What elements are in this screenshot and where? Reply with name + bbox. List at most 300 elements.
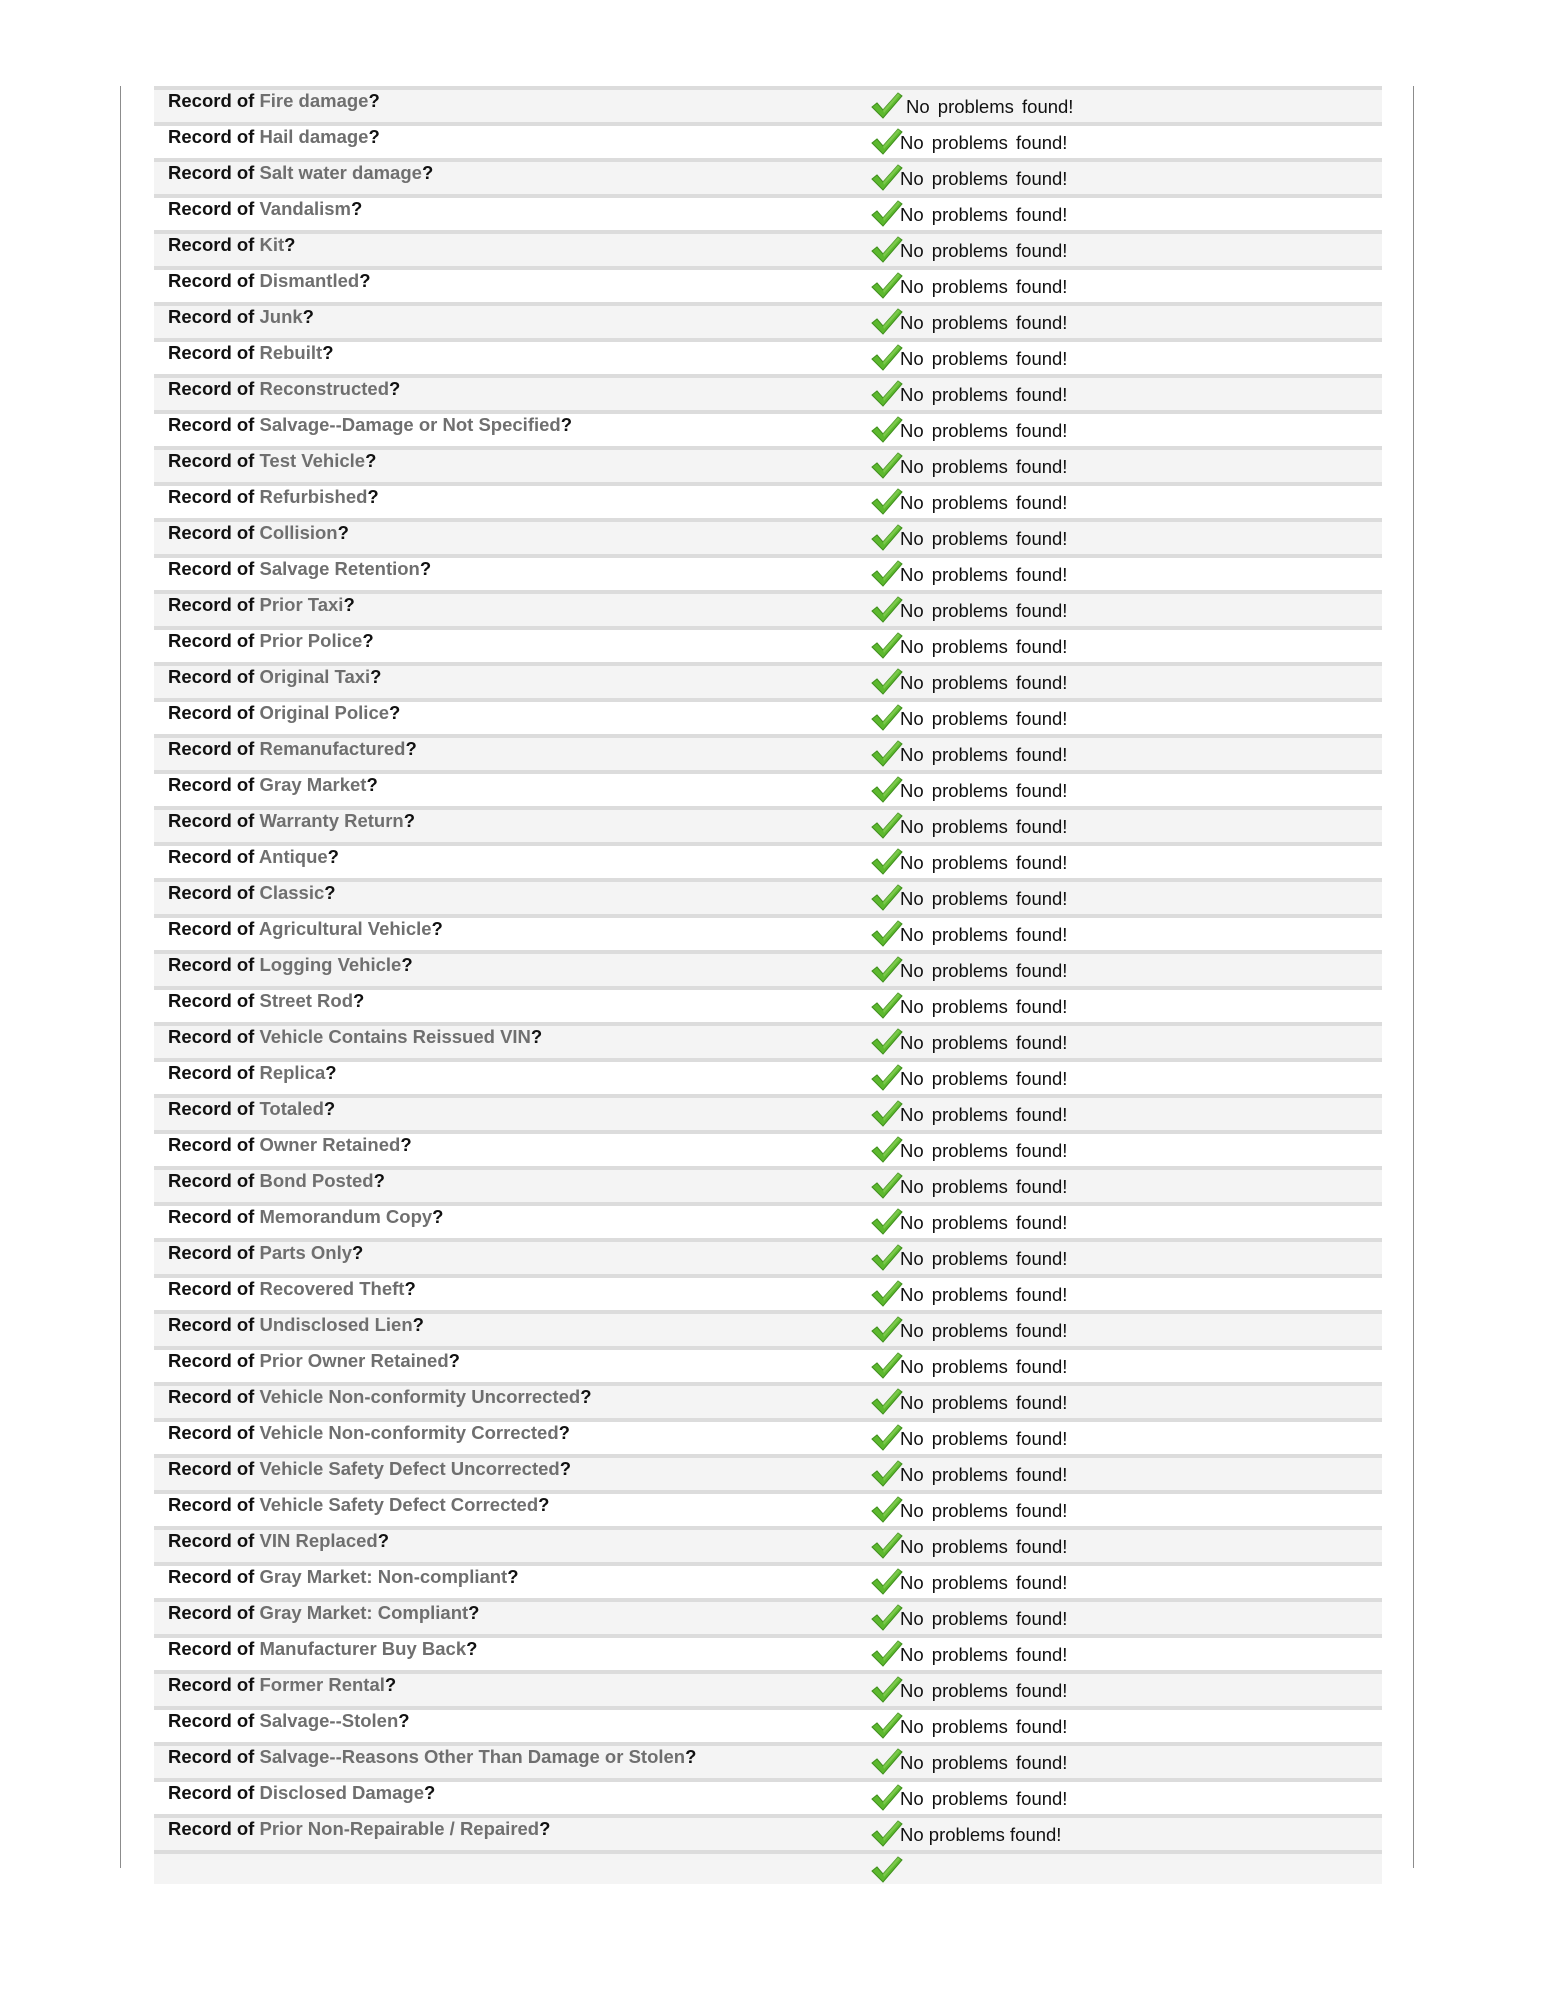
record-status: No problems found! [900,1716,1068,1737]
green-check-icon [870,486,904,516]
record-status: No problems found! [900,1320,1068,1341]
record-item: Vehicle Contains Reissued VIN [259,1026,531,1047]
record-label [168,1638,477,1660]
green-check-icon [870,774,904,804]
record-prefix: Record of [168,594,255,615]
green-check-icon [870,1134,904,1164]
record-row [154,1278,1382,1314]
record-status: No problems found! [900,600,1068,621]
record-item: Hail damage [259,126,369,147]
record-status: No problems found! [900,1536,1068,1557]
record-suffix: ? [370,666,382,687]
record-item: Totaled [259,1098,324,1119]
record-label [168,1710,410,1732]
record-item: Agricultural Vehicle [258,918,432,939]
record-status: No problems found! [900,1680,1068,1701]
record-suffix: ? [530,1026,543,1047]
record-suffix: ? [685,1746,697,1767]
green-check-icon [870,1674,904,1704]
record-label [168,594,355,616]
record-status: No problems found! [900,888,1068,909]
record-prefix: Record of [168,1278,255,1299]
record-prefix: Record of [168,630,255,651]
record-suffix: ? [343,594,355,615]
record-label [168,1242,363,1264]
record-prefix: Record of [168,1314,255,1335]
record-item: Vandalism [259,198,351,219]
record-row [154,1098,1382,1134]
record-prefix: Record of [168,1638,255,1659]
record-label [168,1314,424,1336]
record-status: No problems found! [900,816,1068,837]
record-suffix: ? [322,342,334,363]
record-prefix: Record of [168,738,255,759]
record-status: No problems found! [900,960,1068,981]
green-check-icon [870,1350,904,1380]
record-prefix: Record of [168,666,255,687]
record-suffix: ? [539,1818,551,1839]
record-prefix: Record of [168,414,255,435]
record-item: Memorandum Copy [259,1206,433,1227]
record-row [154,342,1382,378]
record-item: Antique [258,846,328,867]
record-item: VIN Replaced [259,1530,378,1551]
record-label [168,630,374,652]
record-row [154,846,1382,882]
record-item: Warranty Return [259,810,404,831]
record-suffix: ? [398,1710,410,1731]
record-suffix: ? [362,630,374,651]
green-check-icon [870,234,904,264]
record-prefix: Record of [168,1386,255,1407]
record-prefix: Record of [168,558,255,579]
record-status: No problems found! [900,1140,1068,1161]
record-prefix: Record of [168,90,255,111]
record-status: No problems found! [900,1788,1068,1809]
green-check-icon [870,342,904,372]
record-suffix: ? [400,1134,412,1155]
green-check-icon [870,1638,904,1668]
record-prefix: Record of [168,1818,255,1839]
empty-row [154,1854,1382,1884]
record-item: Salvage--Stolen [259,1710,399,1731]
record-label [168,414,572,436]
green-check-icon [870,1314,904,1344]
record-row [154,90,1382,126]
record-row [154,522,1382,558]
record-item: Replica [259,1062,326,1083]
green-check-icon [870,198,904,228]
record-label [168,846,339,868]
green-check-icon [870,1206,904,1236]
record-row [154,630,1382,666]
record-row [154,1026,1382,1062]
record-prefix: Record of [168,954,255,975]
record-row [154,1818,1382,1854]
green-check-icon [870,306,904,336]
record-row [154,450,1382,486]
record-suffix: ? [368,90,380,111]
record-item: Vehicle Safety Defect Corrected [259,1494,539,1515]
record-prefix: Record of [168,810,255,831]
record-item: Junk [259,306,303,327]
record-row [154,1458,1382,1494]
green-check-icon [870,1746,904,1776]
record-row [154,1350,1382,1386]
record-prefix: Record of [168,522,255,543]
record-label [168,810,415,832]
green-check-icon [870,1494,904,1524]
record-prefix: Record of [168,882,255,903]
record-prefix: Record of [168,774,255,795]
record-status: No problems found! [900,204,1068,225]
green-check-icon [870,1062,904,1092]
record-suffix: ? [365,450,377,471]
record-row [154,1206,1382,1242]
record-item: Street Rod [259,990,354,1011]
page-border-left [120,86,121,1868]
record-status: No problems found! [906,96,1074,117]
record-row [154,270,1382,306]
record-row [154,882,1382,918]
record-suffix: ? [412,1314,424,1335]
record-row [154,1170,1382,1206]
record-suffix: ? [466,1638,478,1659]
record-prefix: Record of [168,1710,255,1731]
record-item: Fire damage [259,90,369,111]
green-check-icon [870,1782,904,1812]
record-suffix: ? [432,1206,444,1227]
record-status: No problems found! [900,852,1068,873]
green-check-icon [870,594,904,624]
record-row [154,558,1382,594]
record-row [154,990,1382,1026]
record-label [168,378,400,400]
record-status: No problems found! [900,636,1068,657]
record-status: No problems found! [900,564,1068,585]
green-check-icon [870,1566,904,1596]
record-label [168,1026,542,1048]
record-prefix: Record of [168,702,255,723]
record-prefix: Record of [168,378,255,399]
record-status: No problems found! [900,1212,1068,1233]
record-item: Prior Police [259,630,363,651]
record-suffix: ? [538,1494,550,1515]
record-item: Logging Vehicle [259,954,402,975]
record-item: Salvage--Reasons Other Than Damage or Stolen [259,1746,686,1767]
vehicle-records-table [154,86,1382,1884]
record-label [168,954,413,976]
record-item: Original Taxi [259,666,371,687]
record-row [154,666,1382,702]
green-check-icon [870,810,904,840]
green-check-icon [870,558,904,588]
record-label [168,1566,519,1588]
record-item: Vehicle Non-conformity Corrected [259,1422,559,1443]
record-status: No problems found! [900,780,1068,801]
record-prefix: Record of [168,198,255,219]
record-suffix: ? [359,270,371,291]
record-item: Salvage Retention [259,558,420,579]
record-item: Kit [259,234,285,255]
record-prefix: Record of [168,1134,255,1155]
record-label [168,1278,416,1300]
record-status: No problems found! [900,384,1068,405]
record-label [168,162,433,184]
record-item: Dismantled [259,270,360,291]
record-label [168,1206,443,1228]
record-item: Remanufactured [259,738,406,759]
record-item: Gray Market: Non-compliant [259,1566,508,1587]
green-check-icon [870,450,904,480]
record-prefix: Record of [168,1242,255,1263]
record-status: No problems found! [900,1032,1068,1053]
record-item: Owner Retained [259,1134,401,1155]
record-item: Gray Market: Compliant [259,1602,469,1623]
record-row [154,1674,1382,1710]
record-label [168,1494,549,1516]
green-check-icon [870,990,904,1020]
record-prefix: Record of [168,1746,255,1767]
record-status: No problems found! [900,420,1068,441]
green-check-icon [870,414,904,444]
record-suffix: ? [560,414,573,435]
record-suffix: ? [419,558,432,579]
record-label [168,1422,570,1444]
record-suffix: ? [366,774,378,795]
record-label [168,522,349,544]
record-status: No problems found! [900,312,1068,333]
green-check-icon [870,882,904,912]
record-row [154,1494,1382,1530]
green-check-icon [870,630,904,660]
record-status: No problems found! [900,1644,1068,1665]
record-item: Rebuilt [259,342,323,363]
record-item: Prior Non-Repairable / Repaired [259,1818,540,1839]
record-status: No problems found! [900,1356,1068,1377]
record-status: No problems found! [900,1824,1062,1845]
record-label [168,918,443,940]
green-check-icon [870,1278,904,1308]
record-row [154,306,1382,342]
record-label [168,1674,396,1696]
green-check-icon [870,1530,904,1560]
record-item: Parts Only [259,1242,353,1263]
record-label [168,1170,385,1192]
record-label [168,1458,571,1480]
record-row [154,1746,1382,1782]
record-suffix: ? [373,1170,385,1191]
record-row [154,774,1382,810]
record-row [154,1602,1382,1638]
record-row [154,1782,1382,1818]
green-check-icon [870,918,904,948]
record-row [154,1422,1382,1458]
record-suffix: ? [368,126,380,147]
record-label [168,738,417,760]
green-check-icon [870,1098,904,1128]
record-row [154,1314,1382,1350]
record-item: Former Rental [259,1674,385,1695]
record-row [154,1530,1382,1566]
record-item: Vehicle Non-conformity Uncorrected [259,1386,581,1407]
record-label [168,270,371,292]
record-status: No problems found! [900,1176,1068,1197]
record-prefix: Record of [168,1674,255,1695]
record-suffix: ? [384,1674,397,1695]
record-row [154,594,1382,630]
green-check-icon [870,1386,904,1416]
record-status: No problems found! [900,672,1068,693]
record-suffix: ? [325,1062,337,1083]
record-label [168,486,379,508]
record-status: No problems found! [900,1428,1068,1449]
record-label [168,1818,550,1840]
green-check-icon [870,1242,904,1272]
record-suffix: ? [302,306,314,327]
record-status: No problems found! [900,168,1068,189]
record-status: No problems found! [900,1752,1068,1773]
record-row [154,810,1382,846]
record-row [154,1710,1382,1746]
record-suffix: ? [323,1098,336,1119]
record-status: No problems found! [900,1104,1068,1125]
record-status: No problems found! [900,276,1068,297]
record-row [154,414,1382,450]
record-label [168,774,378,796]
record-item: Manufacturer Buy Back [259,1638,467,1659]
record-suffix: ? [507,1566,519,1587]
record-item: Classic [259,882,325,903]
record-label [168,666,381,688]
record-suffix: ? [401,954,413,975]
record-prefix: Record of [168,1170,255,1191]
record-status: No problems found! [900,528,1068,549]
record-prefix: Record of [168,1422,255,1443]
record-status: No problems found! [900,708,1068,729]
green-check-icon [870,1026,904,1056]
record-suffix: ? [351,198,363,219]
record-status: No problems found! [900,1392,1068,1413]
record-label [168,702,400,724]
record-item: Disclosed Damage [259,1782,424,1803]
record-prefix: Record of [168,450,255,471]
record-prefix: Record of [168,234,255,255]
record-suffix: ? [353,990,365,1011]
record-item: Collision [259,522,338,543]
record-label [168,1350,460,1372]
record-item: Salvage--Damage or Not Specified [259,414,561,435]
green-check-icon [870,666,904,696]
green-check-icon [870,378,904,408]
record-status: No problems found! [900,456,1068,477]
record-suffix: ? [448,1350,460,1371]
record-label [168,990,364,1012]
record-status: No problems found! [900,492,1068,513]
record-label [168,1062,337,1084]
green-check-icon [870,1422,904,1452]
record-prefix: Record of [168,846,255,867]
record-prefix: Record of [168,1206,255,1227]
record-suffix: ? [367,486,379,507]
record-label [168,198,362,220]
green-check-icon [870,522,904,552]
record-status: No problems found! [900,1500,1068,1521]
record-row [154,918,1382,954]
record-status: No problems found! [900,240,1068,261]
record-status: No problems found! [900,1572,1068,1593]
record-label [168,126,380,148]
record-item: Salt water damage [259,162,422,183]
record-row [154,1062,1382,1098]
record-suffix: ? [389,378,401,399]
record-status: No problems found! [900,1068,1068,1089]
green-check-icon [870,1854,904,1884]
record-item: Gray Market [259,774,367,795]
green-check-icon [870,846,904,876]
record-prefix: Record of [168,126,255,147]
record-item: Undisclosed Lien [259,1314,413,1335]
record-suffix: ? [468,1602,480,1623]
record-label [168,342,334,364]
record-label [168,234,295,256]
record-prefix: Record of [168,1062,255,1083]
record-suffix: ? [403,810,416,831]
record-status: No problems found! [900,1464,1068,1485]
green-check-icon [870,162,904,192]
page-border-right [1413,86,1414,1868]
record-prefix: Record of [168,306,255,327]
record-row [154,702,1382,738]
record-row [154,1386,1382,1422]
record-label [168,558,431,580]
record-status: No problems found! [900,744,1068,765]
record-status: No problems found! [900,924,1068,945]
record-suffix: ? [405,738,417,759]
record-label [168,450,376,472]
record-prefix: Record of [168,486,255,507]
record-suffix: ? [324,882,336,903]
record-label [168,1530,389,1552]
green-check-icon [870,954,904,984]
record-prefix: Record of [168,1566,255,1587]
record-suffix: ? [424,1782,436,1803]
record-prefix: Record of [168,162,255,183]
record-prefix: Record of [168,1098,255,1119]
record-row [154,198,1382,234]
record-item: Bond Posted [259,1170,374,1191]
record-label [168,306,314,328]
record-prefix: Record of [168,1530,255,1551]
record-prefix: Record of [168,1782,255,1803]
record-suffix: ? [327,846,339,867]
record-label [168,1386,592,1408]
record-item: Vehicle Safety Defect Uncorrected [259,1458,560,1479]
record-prefix: Record of [168,1602,255,1623]
record-label [168,1782,435,1804]
record-suffix: ? [580,1386,592,1407]
record-prefix: Record of [168,1458,255,1479]
record-prefix: Record of [168,1350,255,1371]
green-check-icon [870,270,904,300]
record-row [154,1242,1382,1278]
green-check-icon [870,1818,904,1848]
green-check-icon [870,90,904,120]
record-label [168,1134,412,1156]
record-item: Reconstructed [259,378,390,399]
record-status: No problems found! [900,1248,1068,1269]
record-label [168,1746,696,1768]
